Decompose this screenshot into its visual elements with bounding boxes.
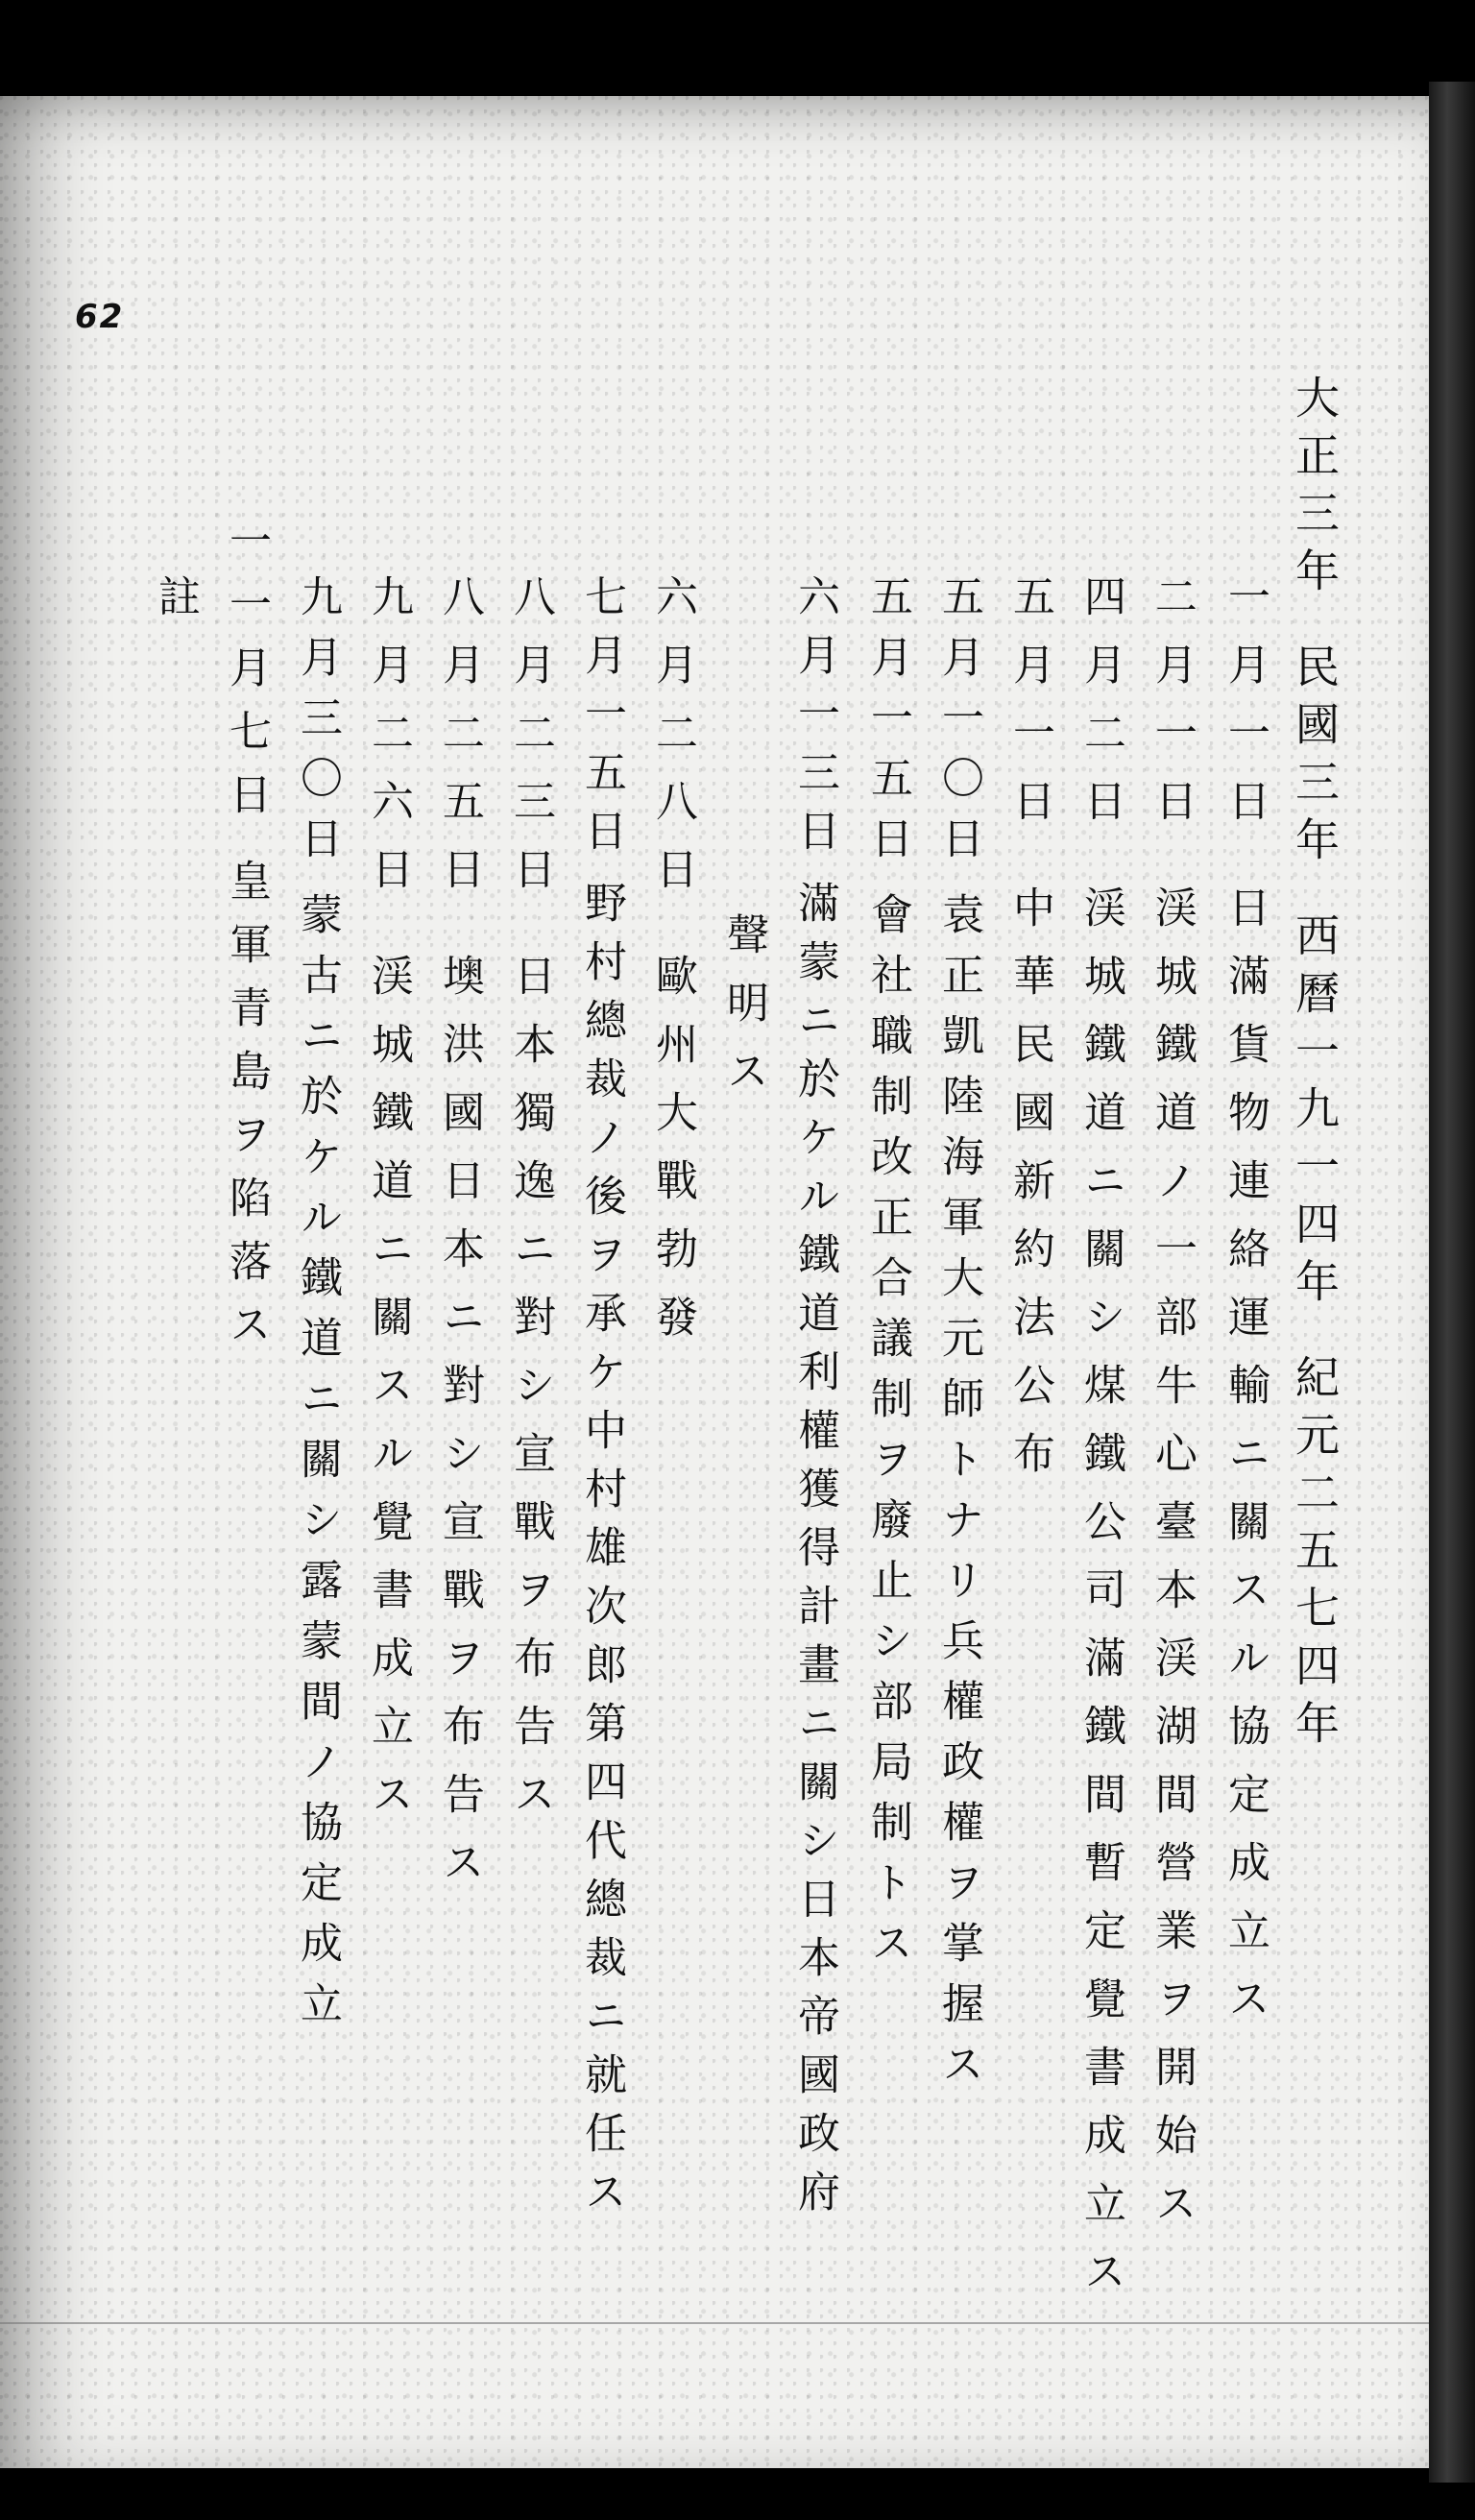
chronology-entry [364, 574, 413, 1840]
chronology-entry [1221, 574, 1269, 2045]
year-western: 西曆一九一四年 [1289, 912, 1341, 1316]
entry-date: 六月二八日 [648, 574, 697, 915]
entry-date: 六月一三日 [790, 574, 839, 867]
entry-event: 渓城鐵道ニ關スル覺書成立ス [364, 954, 413, 1840]
chronology-entry [648, 574, 697, 1363]
entry-event: 墺洪國日本ニ對シ宣戰ヲ布告ス [435, 954, 484, 1908]
chronology-entry [222, 519, 271, 1366]
chronology-entry [1005, 574, 1054, 1499]
document-page [0, 96, 1429, 2468]
entry-event: 袁正凱陸海軍大元師トナリ兵權政權ヲ掌握ス [934, 892, 983, 2102]
chronology-entry [934, 574, 983, 2102]
entry-date: 一月一日 [1221, 574, 1269, 847]
scan-crease-line [0, 2322, 1429, 2324]
entry-date: 五月一〇日 [934, 574, 983, 877]
entry-date: 四月二日 [1076, 574, 1125, 847]
chronology-entry-continuation [719, 912, 768, 1117]
entry-event: 聲明ス [719, 912, 768, 1117]
entry-event: 滿蒙ニ於ケル鐵道利權獲得計畫ニ關シ日本帝國政府 [790, 881, 839, 2228]
chronology-entry [293, 574, 342, 2042]
entry-event: 中華民國新約法公布 [1005, 885, 1054, 1499]
entry-event: 日本獨逸ニ對シ宣戰ヲ布告ス [506, 954, 555, 1840]
entry-event: 野村總裁ノ後ヲ承ケ中村雄次郎第四代總裁ニ就任ス [577, 881, 626, 2228]
page-number: 62 [75, 298, 125, 336]
entry-event: 日滿貨物連絡運輸ニ關スル協定成立ス [1221, 885, 1269, 2045]
entry-date: 八月二三日 [506, 574, 555, 915]
chronology-entry [577, 574, 626, 2228]
year-heading-column [1289, 375, 1341, 1757]
entry-date: 五月一五日 [863, 574, 912, 877]
chronology-entry [435, 574, 484, 1908]
entry-date: 五月一日 [1005, 574, 1054, 847]
book-binding [1429, 82, 1475, 2483]
entry-event: 皇軍青島ヲ陷落ス [222, 859, 271, 1366]
chronology-entry [863, 574, 912, 1981]
chronology-entry [506, 574, 555, 1840]
entry-date: 七月一五日 [577, 574, 626, 867]
entry-event: 蒙古ニ於ケル鐵道ニ關シ露蒙間ノ協定成立 [293, 892, 342, 2042]
entry-date: 九月二六日 [364, 574, 413, 915]
year-kigen: 紀元二五七四年 [1289, 1354, 1341, 1757]
note-label: 註 [151, 574, 200, 642]
entry-event: 渓城鐵道ノ一部牛心臺本渓湖間營業ヲ開始ス [1148, 885, 1197, 2249]
entry-event: 會社職制改正合議制ヲ廢止シ部局制トス [863, 892, 912, 1981]
entry-date: 八月二五日 [435, 574, 484, 915]
year-cn: 民國三年 [1289, 643, 1341, 874]
entry-date: 一一月七日 [222, 519, 271, 836]
chronology-entry [1076, 574, 1125, 2317]
chronology-entry [790, 574, 839, 2228]
entry-event: 歐州大戰勃發 [648, 954, 697, 1363]
chronology-entry [1148, 574, 1197, 2249]
entry-date: 九月三〇日 [293, 574, 342, 877]
entry-event: 渓城鐵道ニ關シ煤鐵公司滿鐵間暫定覺書成立ス [1076, 885, 1125, 2317]
year-jp: 大正三年 [1289, 375, 1341, 605]
entry-date: 二月一日 [1148, 574, 1197, 847]
